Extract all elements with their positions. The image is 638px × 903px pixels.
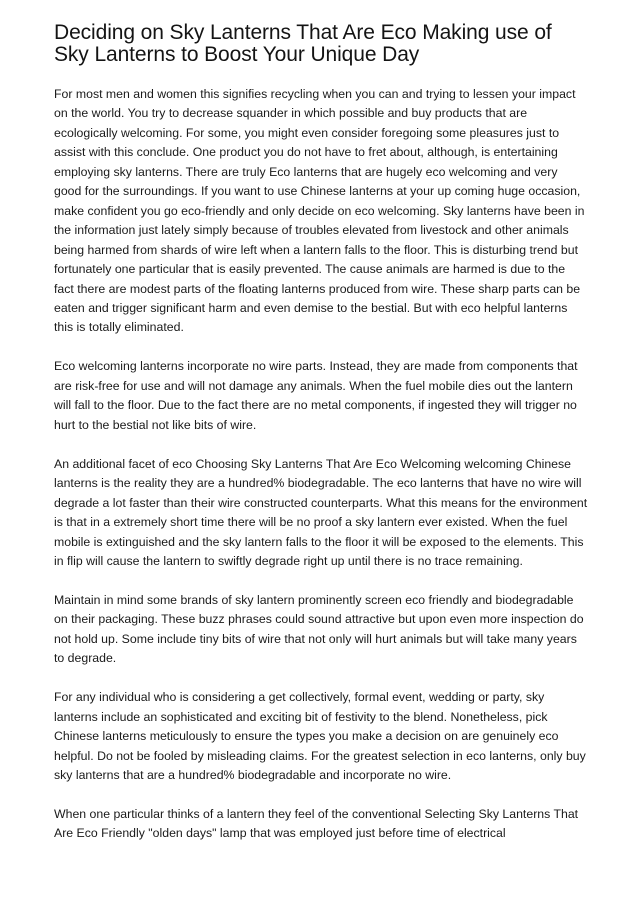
document-title: Deciding on Sky Lanterns That Are Eco Making use of Sky Lanterns to Boost Your Unique Day (54, 21, 552, 66)
paragraph: For most men and women this signifies recycling when you can and trying to lessen your impact on the world. You try to decrease squander in which possible and buy products that are ecologically welcoming. For some, you might even consider foregoing some pleasures just to assist with this conclude. One product you do not have to fret about, although, is entertaining employing sky lanterns. There are truly Eco lanterns that are hugely eco welcoming and very good for the surroundings. If you want to use Chinese lanterns at your up coming huge occasion, make confident you go eco-friendly and only decide on eco welcoming. Sky lanterns have been in the information just lately simply because of troubles elevated from livestock and other animals being harmed from shards of wire left when a lantern falls to the floor. This is disturbing trend but fortunately one particular that is easily prevented. The cause animals are harmed is due to the fact there are modest parts of the floating lanterns produced from wire. These sharp parts can be eaten and trigger significant harm and even demise to the bestial. But with eco helpful lanterns this is totally eliminated. (54, 87, 585, 335)
paragraph: An additional facet of eco Choosing Sky Lanterns That Are Eco Welcoming welcoming Chinese lanterns is the reality they are a hundred% biodegradable. The eco lanterns that have no wire will degrade a lot faster than their wire constructed counterparts. What this means for the environment is that in a extremely short time there will be no proof a sky lantern ever existed. When the fuel mobile is extinguished and the sky lantern falls to the floor it will be exposed to the elements. This in flip will cause the lantern to swiftly degrade right up until there is no trace remaining. (54, 456, 588, 568)
paragraph: Maintain in mind some brands of sky lantern prominently screen eco friendly and biodegradable on their packaging. These buzz phrases could sound attractive but upon even more inspection do not hold up. Some include tiny bits of wire that not only will hurt animals but will take many years to degrade. (54, 592, 584, 666)
paragraph: Eco welcoming lanterns incorporate no wire parts. Instead, they are made from components that are risk-free for use and will not damage any animals. When the fuel mobile dies out the lantern will fall to the floor. Due to the fact there are no metal components, if ingested they will trigger no hurt to the bestial not like bits of wire. (54, 359, 578, 432)
paragraph: When one particular thinks of a lantern they feel of the conventional Selecting Sky Lanterns That Are Eco Friendly "olden days" lamp that was employed just before time of electrical (54, 807, 579, 841)
paragraph: For any individual who is considering a get collectively, formal event, wedding or party, sky lanterns include an sophisticated and exciting bit of festivity to the blend. Nonetheless, pick Chinese lanterns meticulously to ensure the types you make a decision on are genuinely eco helpful. Do not be fooled by misleading claims. For the greatest selection in eco lanterns, only buy sky lanterns that are a hundred% biodegradable and incorporate no wire. (54, 690, 586, 783)
